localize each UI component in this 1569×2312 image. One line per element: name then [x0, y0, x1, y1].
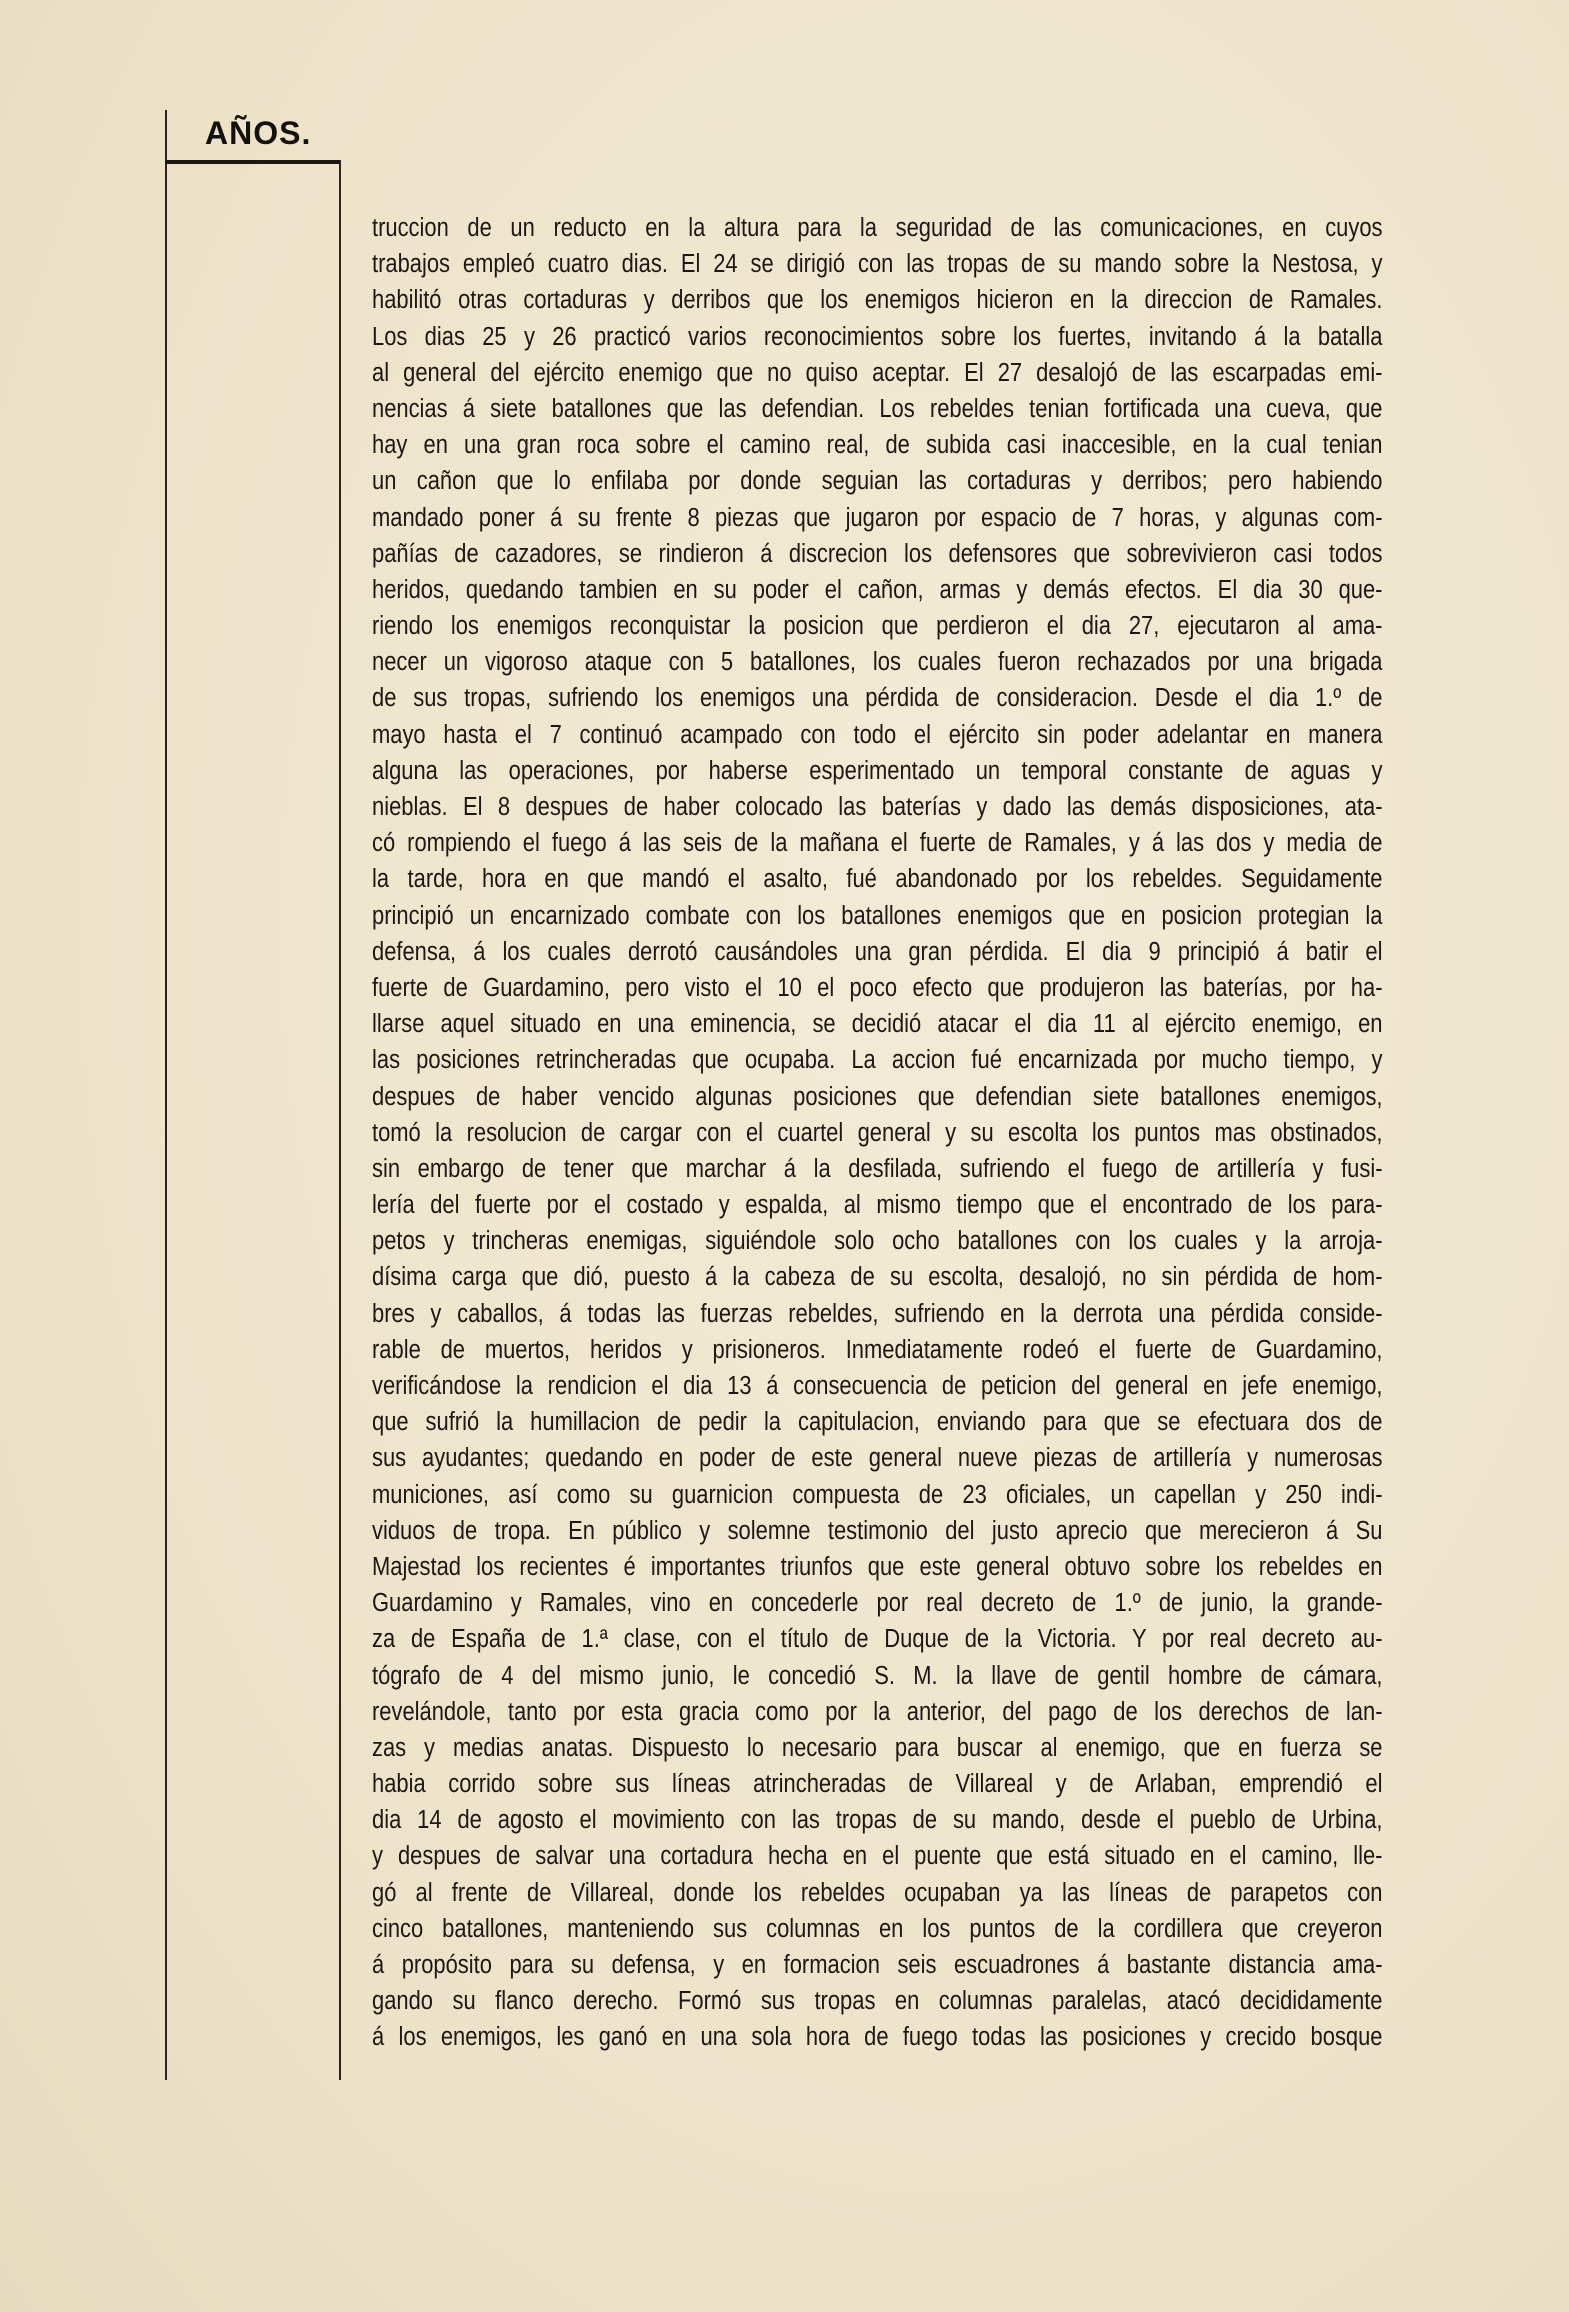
margin-left-rule — [165, 110, 167, 2080]
text-line: lería del fuerte por el costado y espalda, al mismo tiempo que el encontrado de los para- — [372, 1191, 1383, 1220]
body-text — [372, 210, 1382, 2056]
text-line: las posiciones retrincheradas que ocupaba. La accion fué encarnizada por mucho tiempo, y — [372, 1046, 1383, 1075]
margin-right-rule — [339, 160, 341, 2080]
text-line: al general del ejército enemigo que no quiso aceptar. El 27 desalojó de las escarpadas emi- — [372, 358, 1383, 387]
text-line: Guardamino y Ramales, vino en concederle por real decreto de 1.º de junio, la grande- — [372, 1589, 1383, 1618]
text-line: trabajos empleó cuatro dias. El 24 se dirigió con las tropas de su mando sobre la Nestosa, y — [372, 250, 1383, 279]
heading-underline-rule — [165, 160, 341, 164]
text-line: nieblas. El 8 despues de haber colocado las baterías y dado las demás disposiciones, ata- — [372, 793, 1383, 821]
text-line: heridos, quedando tambien en su poder el cañon, armas y demás efectos. El dia 30 que- — [372, 575, 1383, 604]
text-line: principió un encarnizado combate con los batallones enemigos que en posicion protegian la — [372, 901, 1383, 930]
years-margin-column — [165, 110, 341, 2080]
text-line: nencias á siete batallones que las defendian. Los rebeldes tenian fortificada una cueva, que — [372, 394, 1383, 423]
text-line: pañías de cazadores, se rindieron á discrecion los defensores que sobrevivieron casi todos — [372, 539, 1383, 568]
text-line: truccion de un reducto en la altura para la seguridad de las comunicaciones, en cuyos — [372, 214, 1383, 242]
text-line: necer un vigoroso ataque con 5 batallones, los cuales fueron rechazados por una brigada — [372, 648, 1383, 677]
text-line: riendo los enemigos reconquistar la posicion que perdieron el dia 27, ejecutaron al ama- — [372, 612, 1383, 641]
text-line: cinco batallones, manteniendo sus columnas en los puntos de la cordillera que creyeron — [372, 1914, 1383, 1943]
text-line: dia 14 de agosto el movimiento con las tropas de su mando, desde el pueblo de Urbina, — [372, 1806, 1383, 1835]
text-line: hay en una gran roca sobre el camino real, de subida casi inaccesible, en la cual tenian — [372, 431, 1383, 460]
text-line: có rompiendo el fuego á las seis de la mañana el fuerte de Ramales, y á las dos y media de — [372, 829, 1383, 858]
text-line: Majestad los recientes é importantes triunfos que este general obtuvo sobre los rebeldes en — [372, 1552, 1383, 1581]
text-line: municiones, así como su guarnicion compuesta de 23 oficiales, un capellan y 250 indi- — [372, 1480, 1383, 1509]
text-line: tomó la resolucion de cargar con el cuartel general y su escolta los puntos mas obstinados, — [372, 1118, 1383, 1147]
text-line: mandado poner á su frente 8 piezas que jugaron por espacio de 7 horas, y algunas com- — [372, 503, 1383, 532]
text-line: zas y medias anatas. Dispuesto lo necesario para buscar al enemigo, que en fuerza se — [372, 1733, 1383, 1762]
text-line: llarse aquel situado en una eminencia, se decidió atacar el dia 11 al ejército enemigo, en — [372, 1010, 1383, 1039]
text-line: á los enemigos, les ganó en una sola hora de fuego todas las posiciones y crecido bosque — [372, 2023, 1383, 2052]
text-line: za de España de 1.ª clase, con el título de Duque de la Victoria. Y por real decreto au- — [372, 1625, 1383, 1654]
text-line: un cañon que lo enfilaba por donde seguian las cortaduras y derribos; pero habiendo — [372, 467, 1383, 496]
text-line: defensa, á los cuales derrotó causándoles una gran pérdida. El dia 9 principió á batir el — [372, 937, 1383, 966]
text-line: gando su flanco derecho. Formó sus tropas en columnas paralelas, atacó decididamente — [372, 1987, 1383, 2016]
text-line: sus ayudantes; quedando en poder de este general nueve piezas de artillería y numerosas — [372, 1444, 1383, 1473]
text-line: rable de muertos, heridos y prisioneros. Inmediatamente rodeó el fuerte de Guardamino, — [372, 1335, 1383, 1364]
text-line: fuerte de Guardamino, pero visto el 10 el poco efecto que produjeron las baterías, por ha- — [372, 973, 1383, 1002]
text-line: bres y caballos, á todas las fuerzas rebeldes, sufriendo en la derrota una pérdida conside- — [372, 1299, 1383, 1328]
text-line: la tarde, hora en que mandó el asalto, fué abandonado por los rebeldes. Seguidamente — [372, 865, 1383, 894]
text-line: mayo hasta el 7 continuó acampado con todo el ejército sin poder adelantar en manera — [372, 720, 1383, 749]
text-line: á propósito para su defensa, y en formacion seis escuadrones á bastante distancia ama- — [372, 1951, 1383, 1979]
text-line: verificándose la rendicion el dia 13 á consecuencia de peticion del general en jefe enemigo, — [372, 1372, 1383, 1400]
text-line: tógrafo de 4 del mismo junio, le concedió S. M. la llave de gentil hombre de cámara, — [372, 1661, 1383, 1690]
text-line: habilitó otras cortaduras y derribos que los enemigos hicieron en la direccion de Ramales. — [372, 286, 1383, 315]
text-line: alguna las operaciones, por haberse esperimentado un temporal constante de aguas y — [372, 756, 1383, 785]
text-line: gó al frente de Villareal, donde los rebeldes ocupaban ya las líneas de parapetos con — [372, 1878, 1383, 1907]
text-line: petos y trincheras enemigas, siguiéndole solo ocho batallones con los cuales y la arroja- — [372, 1227, 1383, 1256]
years-heading: AÑOS. — [205, 115, 312, 151]
text-line: habia corrido sobre sus líneas atrincheradas de Villareal y de Arlaban, emprendió el — [372, 1770, 1383, 1799]
text-line: despues de haber vencido algunas posiciones que defendian siete batallones enemigos, — [372, 1082, 1383, 1111]
text-line: sin embargo de tener que marchar á la desfilada, sufriendo el fuego de artillería y fusi- — [372, 1154, 1383, 1183]
text-line: Los dias 25 y 26 practicó varios reconocimientos sobre los fuertes, invitando á la batalla — [372, 322, 1383, 351]
text-line: y despues de salvar una cortadura hecha en el puente que está situado en el camino, lle- — [372, 1842, 1383, 1871]
text-line: viduos de tropa. En público y solemne testimonio del justo aprecio que merecieron á Su — [372, 1516, 1383, 1545]
text-line: que sufrió la humillacion de pedir la capitulacion, enviando para que se efectuara dos de — [372, 1408, 1383, 1437]
text-line: dísima carga que dió, puesto á la cabeza de su escolta, desalojó, no sin pérdida de hom- — [372, 1263, 1383, 1292]
text-line: de sus tropas, sufriendo los enemigos una pérdida de consideracion. Desde el dia 1.º de — [372, 684, 1383, 713]
text-line: revelándole, tanto por esta gracia como por la anterior, del pago de los derechos de lan- — [372, 1697, 1383, 1726]
